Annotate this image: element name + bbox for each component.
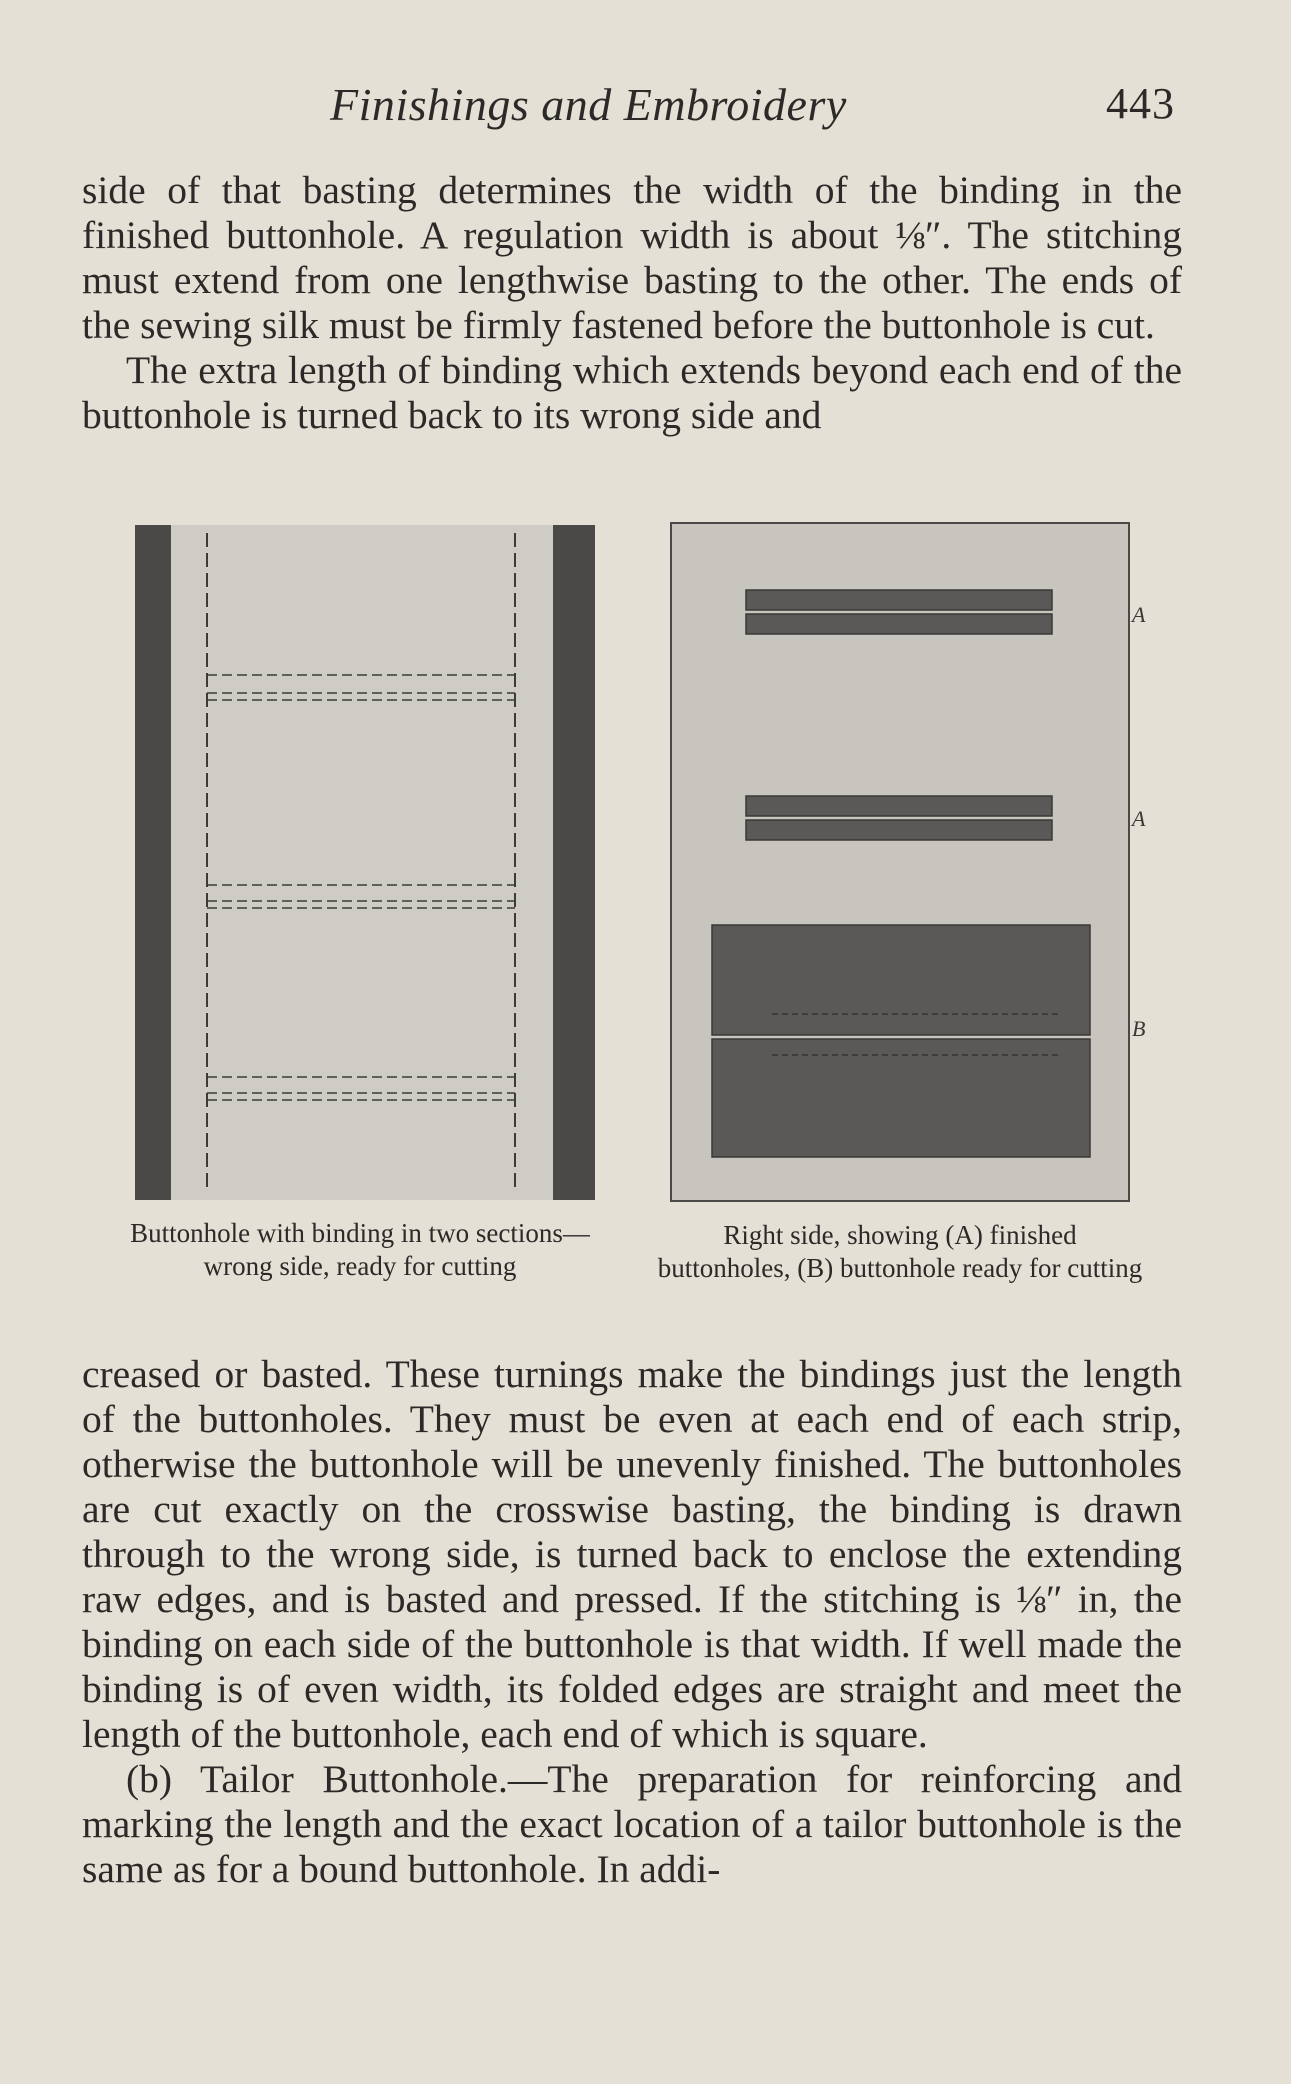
- paragraph: (b) Tailor Buttonhole.—The preparation for reinforcing and marking the length and the exact location of a tailor buttonhole is the same as for a bound buttonhole. In addi-: [82, 1757, 1182, 1891]
- label-a-top: A: [1132, 602, 1146, 627]
- bottom-text-block: [82, 1352, 1182, 1892]
- page-number: 443: [1106, 79, 1175, 128]
- paragraph: side of that basting determines the width of the binding in the finished buttonhole. A regulation width is about ⅛″. The stitching must extend from one lengthwise basting to the other. The ends of the sewing silk must be firmly fastened before the buttonhole is cut.: [82, 168, 1182, 347]
- label-b: B: [1132, 1016, 1146, 1041]
- top-text-block: [82, 168, 1182, 438]
- caption-left: Buttonhole with binding in two sections—wrong side, ready for cutting: [130, 1218, 590, 1281]
- paragraph: The extra length of binding which extends beyond each end of the buttonhole is turned back to its wrong side and: [82, 348, 1182, 437]
- right-side-illustration: [670, 522, 1130, 1202]
- figure-wrong-side: [135, 525, 595, 1200]
- page-header: [0, 78, 1291, 128]
- label-a-middle: A: [1132, 806, 1146, 831]
- wrong-side-illustration: [135, 525, 595, 1200]
- figure-right-side: [670, 522, 1146, 1202]
- paragraph: creased or basted. These turnings make the bindings just the length of the buttonholes. They must be even at each end of each strip, otherwise the buttonhole will be unevenly finished. The buttonholes are cut exactly on the crosswise basting, the binding is drawn through to the wrong side, is turned back to enclose the extending raw edges, and is basted and pressed. If the stitching is ⅛″ in, the binding on each side of the buttonhole is that width. If well made the binding is of even width, its folded edges are straight and meet the length of the buttonhole, each end of which is square.: [82, 1352, 1182, 1756]
- caption-right: Right side, showing (A) finished buttonholes, (B) buttonhole ready for cutting: [657, 1220, 1143, 1283]
- running-title: Finishings and Embroidery: [330, 79, 847, 130]
